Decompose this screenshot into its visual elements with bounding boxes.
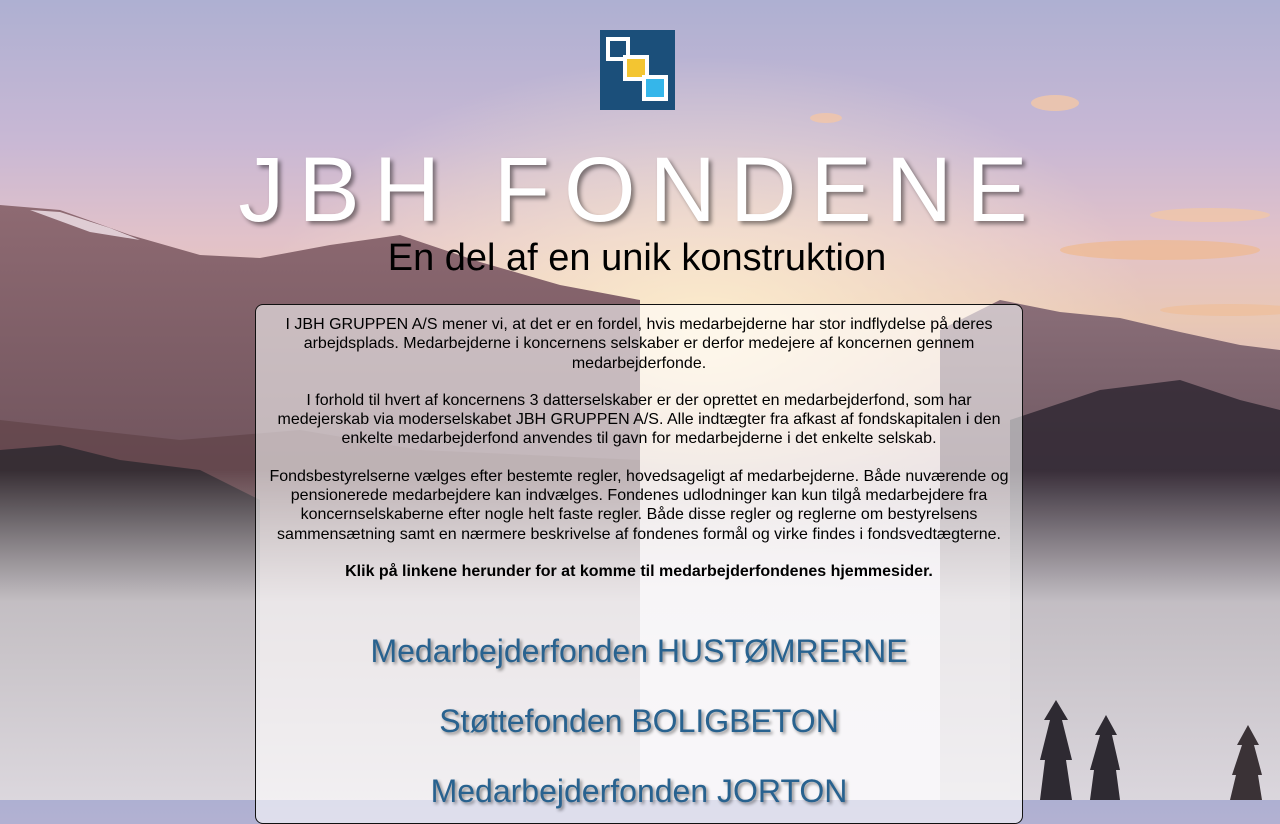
structure-paragraph: I forhold til hvert af koncernens 3 datterselskaber er der oprettet en medarbejderfond, som har medejerskab via moderselskabet JBH GRUPPEN A/S. Alle indtægter fra afkast af fondskapitalen i den enkelte medarbejderfond anvendes til gavn for medarbejderne i det enkelte selskab. xyxy=(277,391,1001,448)
board-paragraph: Fondsbestyrelserne vælges efter bestemte regler, hovedsageligt af medarbejderne. Både nuværende og pensionerede medarbejdere kan indvælges. Fondenes udlodninger kan kun tilgå medarbejdere fra koncernselskaberne efter nogle helt faste regler. Både disse regler og reglerne om bestyrelsens sammensætning samt en nærmere beskrivelse af fondenes formål og virke findes i fondsvedtægterne. xyxy=(269,467,1009,543)
jbh-logo-icon xyxy=(600,30,675,110)
page-title: JBH FONDENE xyxy=(238,139,1042,241)
intro-paragraph: I JBH GRUPPEN A/S mener vi, at det er en fordel, hvis medarbejderne har stor indflydelse på deres arbejdsplads. Medarbejderne i koncernens selskaber er derfor medejere af koncernen gennem medarbejderfonde. xyxy=(285,316,993,372)
instruction-text: Klik på linkene herunder for at komme til medarbejderfondenes hjemmesider. xyxy=(345,562,933,580)
fund-links xyxy=(268,633,1010,809)
link-hustomrerne[interactable]: Medarbejderfonden HUSTØMRERNE xyxy=(370,633,908,670)
page-subtitle: En del af en unik konstruktion xyxy=(387,237,887,279)
content-panel xyxy=(255,304,1023,824)
link-boligbeton[interactable]: Støttefonden BOLIGBETON xyxy=(439,703,839,740)
link-jorton[interactable]: Medarbejderfonden JORTON xyxy=(430,773,848,810)
